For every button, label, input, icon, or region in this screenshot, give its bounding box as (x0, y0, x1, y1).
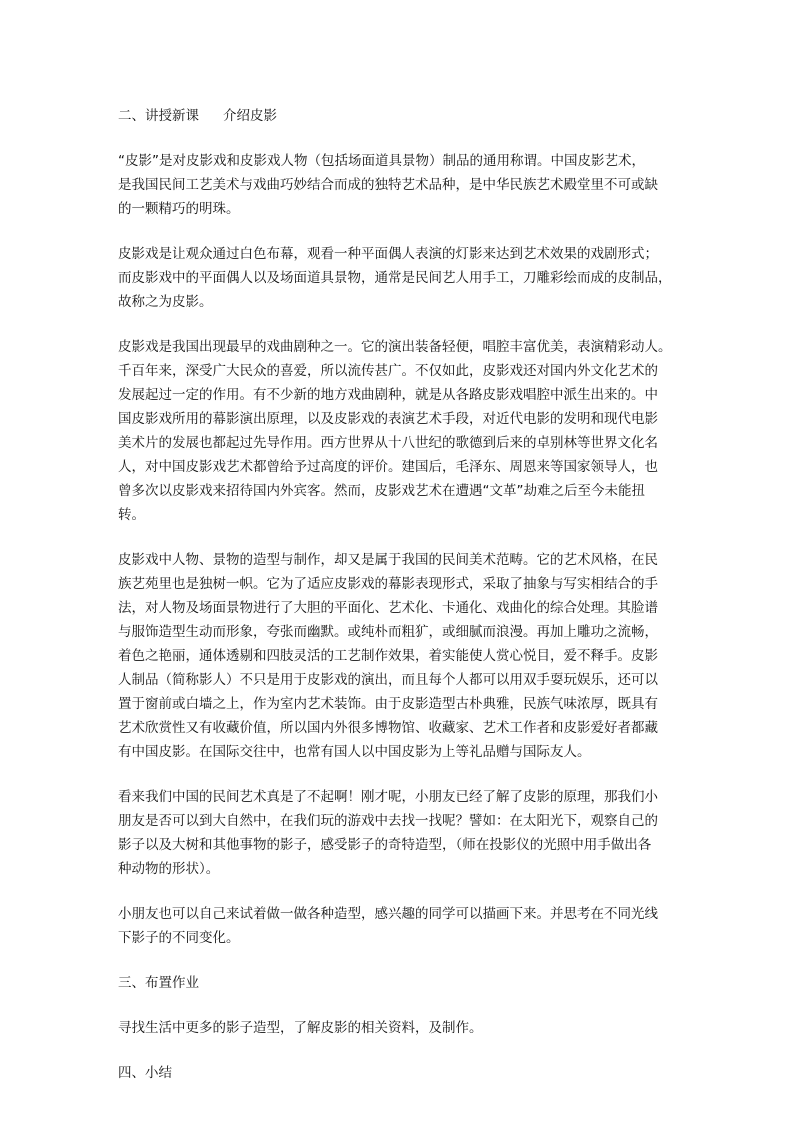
paragraph-history (118, 335, 680, 527)
section-heading-2 (118, 104, 680, 128)
text-line: “皮影”是对皮影戏和皮影戏人物（包括场面道具景物）制品的通用称谓。中国皮影艺术， (118, 153, 645, 169)
text-line: 艺术欣赏性又有收藏价值，所以国内外很多博物馆、收藏家、艺术工作者和皮影爱好者都藏 (118, 720, 658, 736)
paragraph-practice (118, 902, 680, 950)
text-line: 人，对中国皮影戏艺术都曾给予过高度的评价。建国后，毛泽东、周恩来等国家领导人，也 (118, 459, 658, 475)
paragraph-definition (118, 242, 680, 314)
text-line: 皮影戏是我国出现最早的戏曲剧种之一。它的演出装备轻便，唱腔丰富优美，表演精彩动人。 (118, 339, 672, 355)
text-line: 而皮影戏中的平面偶人以及场面道具景物，通常是民间艺人用手工，刀雕彩绘而成的皮制品， (118, 270, 672, 286)
section-heading-4: 四、小结 (118, 1065, 172, 1081)
text-line: 有中国皮影。在国际交往中，也常有国人以中国皮影为上等礼品赠与国际友人。 (118, 744, 591, 760)
text-line: 置于窗前或白墙之上，作为室内艺术装饰。由于皮影造型古朴典雅，民族气味浓厚，既具有 (118, 696, 658, 712)
text-line: 影子以及大树和其他事物的影子，感受影子的奇特造型，（师在投影仪的光照中用手做出各 (118, 837, 652, 853)
text-line: 下影子的不同变化。 (118, 930, 240, 946)
text-line: 曾多次以皮影戏来招待国内外宾客。然而，皮影戏艺术在遭遇“文革”劫难之后至今未能扭 (118, 483, 645, 499)
paragraph-activity (118, 785, 680, 881)
text-line: 皮影戏中人物、景物的造型与制作，却又是属于我国的民间美术范畴。它的艺术风格，在民 (118, 552, 658, 568)
text-line: 种动物的形状）。 (118, 861, 220, 877)
text-line: 故称之为皮影。 (118, 294, 213, 310)
text-line: 人制品（简称影人）不只是用于皮影戏的演出，而且每个人都可以用双手耍玩娱乐，还可以 (118, 672, 658, 688)
text-line: 着色之艳丽，通体透剔和四肢灵活的工艺制作效果，着实能使人赏心悦目，爱不释手。皮影 (118, 648, 658, 664)
document-page (118, 104, 680, 1106)
section-heading-3: 三、布置作业 (118, 975, 199, 991)
text-line: 皮影戏是让观众通过白色布幕，观看一种平面偶人表演的灯影来达到艺术效果的戏剧形式； (118, 246, 658, 262)
text-line: 与服饰造型生动而形象，夸张而幽默。或纯朴而粗犷，或细腻而浪漫。再加上雕功之流畅， (118, 624, 658, 640)
text-line: 寻找生活中更多的影子造型，了解皮影的相关资料，及制作。 (118, 1020, 483, 1036)
text-line: 转。 (118, 507, 145, 523)
paragraph-art-style (118, 548, 680, 764)
text-line: 的一颗精巧的明珠。 (118, 201, 240, 217)
text-line: 发展起过一定的作用。有不少新的地方戏曲剧种，就是从各路皮影戏唱腔中派生出来的。中 (118, 387, 658, 403)
text-line: 看来我们中国的民间艺术真是了不起啊！刚才呢，小朋友已经了解了皮影的原理，那我们小 (118, 789, 658, 805)
text-line: 朋友是否可以到大自然中，在我们玩的游戏中去找一找呢？譬如：在太阳光下，观察自己的 (118, 813, 658, 829)
paragraph-intro (118, 149, 680, 221)
text-line: 法，对人物及场面景物进行了大胆的平面化、艺术化、卡通化、戏曲化的综合处理。其脸谱 (118, 600, 658, 616)
text-line: 小朋友也可以自己来试着做一做各种造型，感兴趣的同学可以描画下来。并思考在不同光线 (118, 906, 658, 922)
text-line: 国皮影戏所用的幕影演出原理，以及皮影戏的表演艺术手段，对近代电影的发明和现代电影 (118, 411, 658, 427)
section-subtitle: 介绍皮影 (223, 108, 277, 124)
text-line: 族艺苑里也是独树一帜。它为了适应皮影戏的幕影表现形式，采取了抽象与写实相结合的手 (118, 576, 658, 592)
text-line: 千百年来，深受广大民众的喜爱，所以流传甚广。不仅如此，皮影戏还对国内外文化艺术的 (118, 363, 658, 379)
text-line: 是我国民间工艺美术与戏曲巧妙结合而成的独特艺术品种，是中华民族艺术殿堂里不可或缺 (118, 177, 658, 193)
section-title: 二、讲授新课 (118, 108, 199, 124)
paragraph-homework (118, 1016, 680, 1040)
text-line: 美术片的发展也都起过先导作用。西方世界从十八世纪的歌德到后来的卓别林等世界文化名 (118, 435, 658, 451)
